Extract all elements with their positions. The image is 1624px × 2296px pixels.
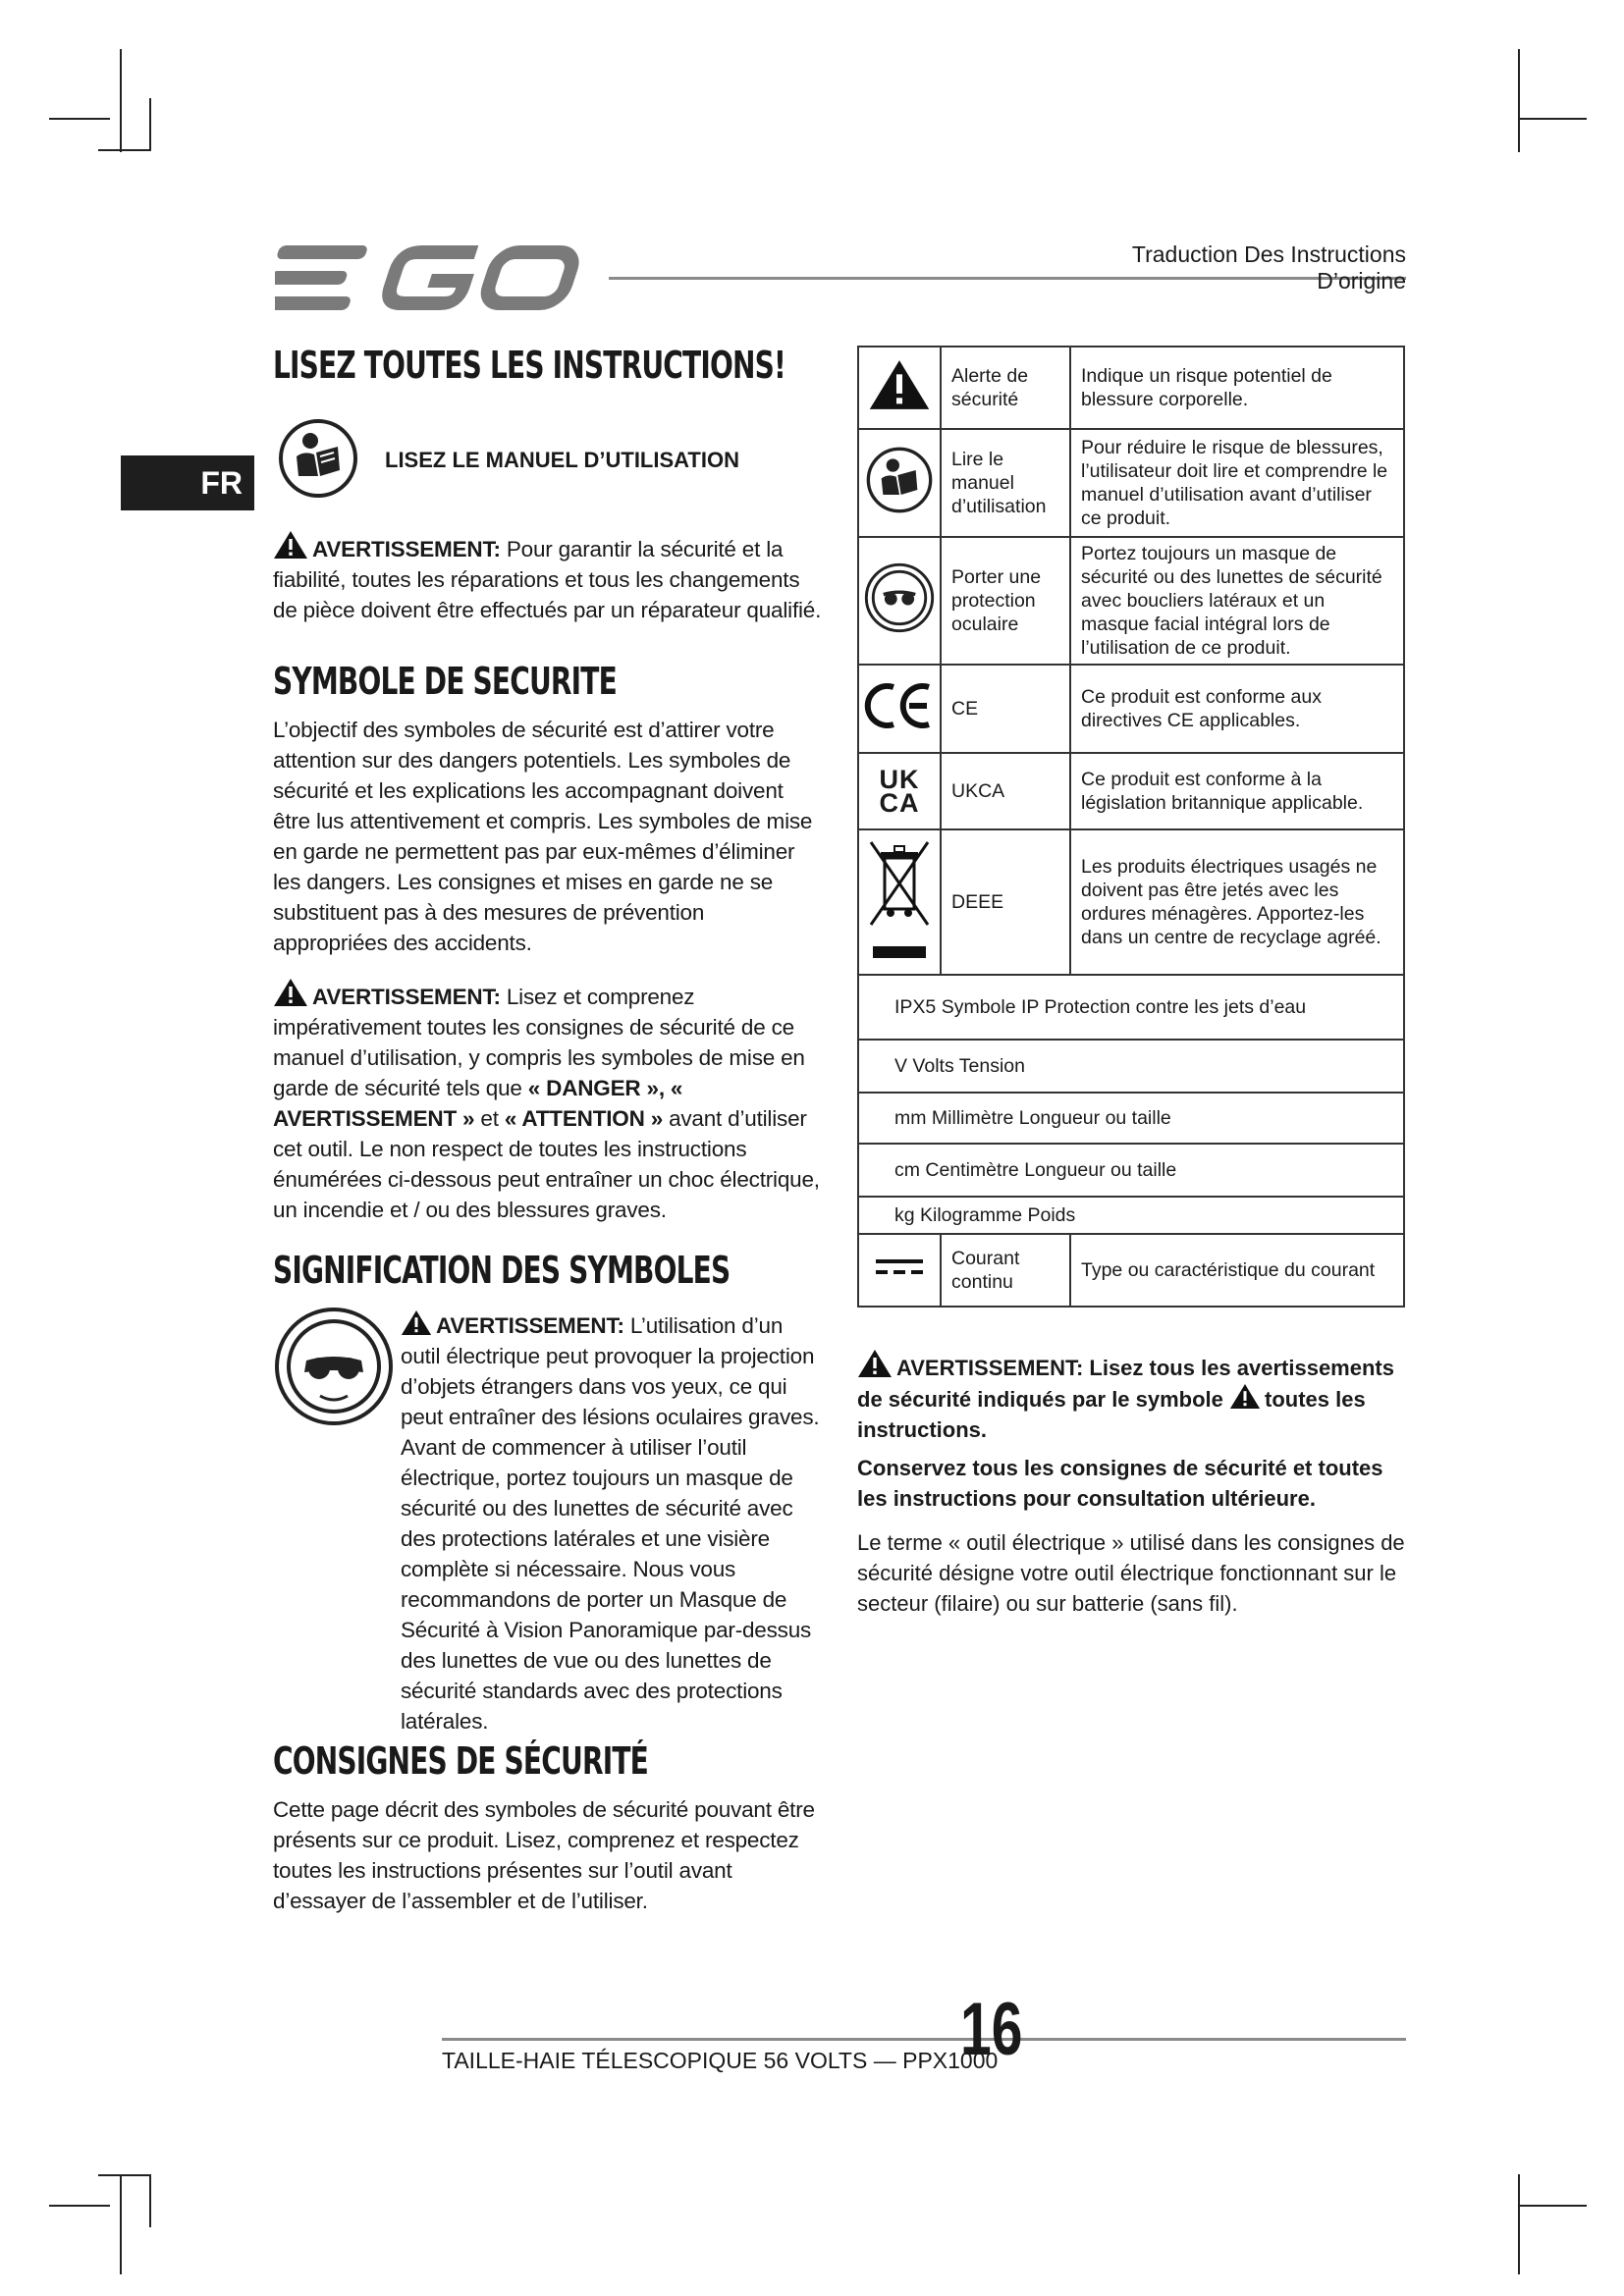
warning-triangle-icon [858, 347, 941, 429]
eye-protection-icon [273, 1306, 395, 1432]
symbol-span-row: IPX5 Symbole IP Protection contre les jets d’eau [858, 975, 1404, 1040]
symbol-span-row: kg Kilogramme Poids [858, 1197, 1404, 1234]
table-row [858, 1197, 1404, 1234]
consignes-heading: CONSIGNES DE SÉCURITÉ [273, 1739, 648, 1783]
warning-paragraph-2: AVERTISSEMENT: Lisez et comprenez impérativement toutes les consignes de sécurité de ce manuel d’utilisation, y compris les symboles de mise en garde de sécurité tels que « DANGER », « AVERTISSEMENT » et « ATTENTION » avant d’utiliser cet outil. Le non respect de toutes les instructions énumérées ci-dessous peut entraîner un choc électrique, un incendie et / ou des blessures graves. [273, 978, 823, 1225]
ukca-mark-icon: UK CA [858, 753, 941, 829]
read-all-heading: LISEZ TOUTES LES INSTRUCTIONS! [273, 344, 785, 387]
symbol-name: Courant continu [941, 1234, 1070, 1307]
read-manual-icon [858, 429, 941, 537]
language-tab: FR [121, 455, 254, 510]
table-row [858, 429, 1404, 537]
table-row [858, 1234, 1404, 1307]
crop-mark [1518, 49, 1520, 152]
crop-mark [1518, 2174, 1520, 2274]
table-row [858, 753, 1404, 829]
footer-rule [442, 2038, 1406, 2041]
warning-triangle-icon [401, 1309, 432, 1336]
warning-paragraph-3: AVERTISSEMENT: L’utilisation d’un outil électrique peut provoquer la projection d’objets étrangers dans vos yeux, ce qui peut entraîner des lésions oculaires graves. Avant de commencer à utiliser l’outil électrique, portez toujours un masque de sécurité ou des lunettes de sécurité avec des protections latérales et une visière complète si nécessaire. Nous vous recommandons de porter un Masque de Sécurité à Vision Panoramique par-dessus des lunettes de vue ou des lunettes de sécurité standards avec des protections latérales. [401, 1309, 823, 1736]
page-number: 16 [960, 1988, 1023, 2071]
symbol-description: Ce produit est conforme aux directives CE applicables. [1070, 665, 1404, 753]
table-row [858, 1093, 1404, 1144]
read-manual-label: LISEZ LE MANUEL D’UTILISATION [385, 448, 739, 472]
read-manual-icon [277, 417, 359, 505]
table-row [858, 665, 1404, 753]
table-row [858, 1040, 1404, 1093]
warning-triangle-icon [1229, 1383, 1261, 1410]
crop-mark [120, 2174, 122, 2274]
table-row [858, 347, 1404, 429]
ce-mark-icon [858, 665, 941, 753]
crop-mark [49, 118, 110, 120]
warning-triangle-icon [273, 530, 308, 560]
footer-product: TAILLE-HAIE TÉLESCOPIQUE 56 VOLTS — PPX1000 [442, 2048, 999, 2073]
weee-bin-icon [858, 829, 941, 975]
symbol-description: Type ou caractéristique du courant [1070, 1234, 1404, 1307]
direct-current-icon [858, 1234, 941, 1307]
symbol-name: Alerte de sécurité [941, 347, 1070, 429]
crop-mark [149, 98, 151, 151]
symbol-span-row: cm Centimètre Longueur ou taille [858, 1144, 1404, 1197]
terme-paragraph: Le terme « outil électrique » utilisé dans les consignes de sécurité désigne votre outil électrique fonctionnant sur le secteur (filaire) ou sur batterie (sans fil). [857, 1530, 1405, 1616]
crop-mark [1518, 2205, 1587, 2207]
crop-mark [49, 2205, 110, 2207]
symbol-name: DEEE [941, 829, 1070, 975]
table-row [858, 975, 1404, 1040]
symbol-name: Porter une protection oculaire [941, 537, 1070, 665]
header-subtitle: Traduction Des Instructions D’origine [1131, 241, 1406, 294]
conserve-paragraph: Conservez tous les consignes de sécurité et toutes les instructions pour consultation ultérieure. [857, 1456, 1383, 1511]
symbol-description: Les produits électriques usagés ne doivent pas être jetés avec les ordures ménagères. Apportez-les dans un centre de recyclage agréé. [1070, 829, 1404, 975]
symbol-paragraph: L’objectif des symboles de sécurité est d’attirer votre attention sur des dangers potentiels. Les symboles de sécurité et les explications les accompagnant doivent être lus attentivement et compris. Les symboles de mise en garde ne permettent pas par eux-mêmes d’éliminer les dangers. Les consignes et mises en garde ne se substituent pas à des mesures de prévention appropriées des accidents. [273, 718, 813, 955]
table-row [858, 537, 1404, 665]
symbol-span-row: mm Millimètre Longueur ou taille [858, 1093, 1404, 1144]
symbol-table [857, 346, 1405, 1308]
symbol-description: Pour réduire le risque de blessures, l’utilisateur doit lire et comprendre le manuel d’utilisation avant d’utiliser ce produit. [1070, 429, 1404, 537]
symbol-heading: SYMBOLE DE SECURITE [273, 660, 617, 703]
crop-mark [98, 2174, 149, 2176]
table-row [858, 829, 1404, 975]
crop-mark [98, 149, 149, 151]
table-row [858, 1144, 1404, 1197]
crop-mark [120, 49, 122, 152]
symbol-name: CE [941, 665, 1070, 753]
crop-mark [149, 2174, 151, 2227]
symbol-span-row: V Volts Tension [858, 1040, 1404, 1093]
symbol-description: Indique un risque potentiel de blessure corporelle. [1070, 347, 1404, 429]
warning-triangle-icon [273, 978, 308, 1007]
crop-mark [1518, 118, 1587, 120]
symbol-name: Lire le manuel d’utilisation [941, 429, 1070, 537]
ego-logo [275, 243, 579, 317]
signification-heading: SIGNIFICATION DES SYMBOLES [273, 1249, 731, 1292]
symbol-name: UKCA [941, 753, 1070, 829]
symbol-description: Portez toujours un masque de sécurité ou des lunettes de sécurité avec boucliers latéraux et un masque facial intégral lors de l’utilisation de ce produit. [1070, 537, 1404, 665]
symbol-description: Ce produit est conforme à la législation britannique applicable. [1070, 753, 1404, 829]
right-warning: AVERTISSEMENT: Lisez tous les avertissements de sécurité indiqués par le symbole toutes les instructions. [857, 1349, 1407, 1445]
eye-protection-icon [858, 537, 941, 665]
warning-triangle-icon [857, 1349, 893, 1378]
warning-paragraph-1: AVERTISSEMENT: Pour garantir la sécurité et la fiabilité, toutes les réparations et tous les changements de pièce doivent être effectués par un réparateur qualifié. [273, 530, 823, 625]
consignes-paragraph: Cette page décrit des symboles de sécurité pouvant être présents sur ce produit. Lisez, comprenez et respectez toutes les instructions présentes sur l’outil avant d’essayer de l’assembler et de l’utiliser. [273, 1797, 815, 1913]
